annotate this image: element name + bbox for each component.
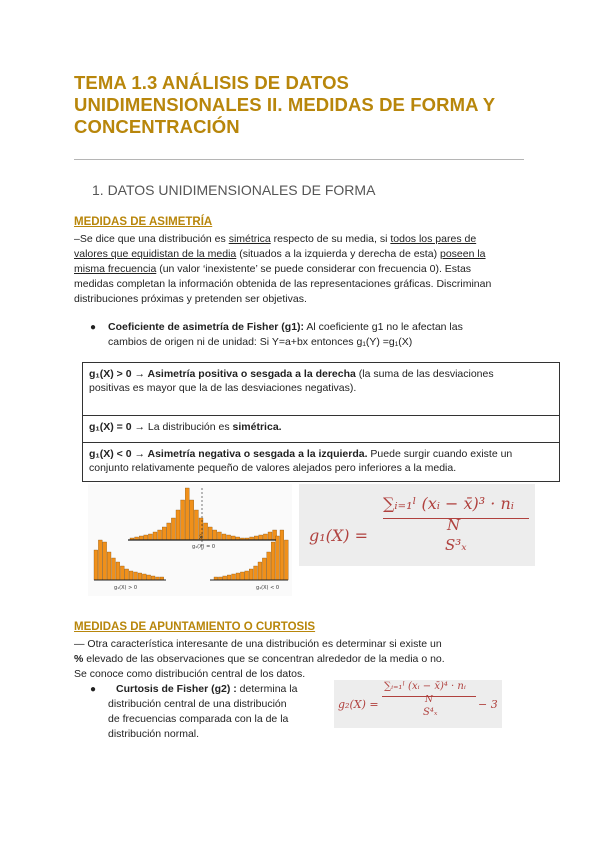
fisher-g2-bullet	[90, 682, 330, 742]
fisher-g2-line-4: distribución normal.	[108, 728, 200, 740]
histogram-bar-positive	[129, 571, 133, 580]
section-heading: 1. DATOS UNIDIMENSIONALES DE FORMA	[92, 182, 376, 198]
formula2-den-n: N	[425, 695, 433, 705]
histogram-bar-symmetric	[153, 532, 157, 540]
histogram-bar-negative	[240, 572, 244, 580]
page-title	[74, 72, 544, 138]
row-bold: g₁(X) > 0 → Asimetría positiva o sesgada a la derecha	[89, 368, 356, 380]
formula2-den-s: S⁴ₓ	[423, 707, 438, 718]
text-span: Puede surgir cuando existe un	[367, 448, 513, 460]
fisher-g1-line-2: cambios de origen ni de unidad: Si Y=a+bx entonces g₁(Y) =g₁(X)	[108, 336, 413, 348]
text-span: determina la	[236, 683, 298, 695]
title-line-1: TEMA 1.3 ANÁLISIS DE DATOS	[74, 72, 349, 93]
text-span-underlined: poseen la	[439, 248, 486, 260]
formula2-lhs: g₂(X) =	[338, 698, 379, 711]
histogram-bar-symmetric	[222, 534, 226, 540]
formula2-tail: − 3	[478, 698, 498, 711]
histogram-bar-positive	[94, 550, 98, 580]
histogram-bar-negative	[245, 571, 249, 580]
curtosis-heading: MEDIDAS DE APUNTAMIENTO O CURTOSIS	[74, 621, 316, 633]
histogram-bar-symmetric	[171, 518, 175, 540]
histogram-bar-symmetric	[158, 530, 162, 540]
text-span: elevado de las observaciones que se concentran alrededor de la media o no.	[83, 653, 445, 665]
histogram-bar-symmetric	[185, 488, 189, 540]
histogram-bar-symmetric	[148, 534, 152, 540]
text-span: (la suma de las desviaciones	[355, 368, 494, 380]
percent-bold: %	[74, 653, 84, 665]
xbar-label: x̄	[199, 534, 203, 541]
fisher-g2-line-2: distribución central de una distribución	[108, 698, 287, 710]
histogram-bar-symmetric	[194, 510, 198, 540]
title-line-3: CONCENTRACIÓN	[74, 116, 240, 137]
asimetria-line-4: medidas completan la información obtenida de las representaciones gráficas. Discriminan	[74, 278, 492, 290]
row-line	[89, 420, 553, 434]
histogram-bar-symmetric	[263, 534, 267, 540]
curtosis-paragraph	[74, 637, 524, 682]
histogram-bar-positive	[147, 575, 151, 580]
row-line: positivas es mayor que la de las desviaciones negativas).	[89, 382, 357, 394]
fisher-g1-bullet	[90, 320, 530, 350]
asimetria-line-2	[74, 247, 524, 262]
text-span: (situados a la izquierda y derecha de esta)	[236, 248, 440, 260]
histogram-bar-positive	[112, 558, 116, 580]
histogram-bar-symmetric	[227, 535, 231, 540]
histogram-bar-symmetric	[144, 535, 148, 540]
histogram-bar-positive	[151, 576, 155, 580]
center-label: g₁(X) = 0	[192, 544, 216, 550]
asimetria-heading: MEDIDAS DE ASIMETRÍA	[74, 216, 213, 228]
fisher-g1-line-1	[90, 320, 530, 335]
formula2-numerator: ∑ᵢ₌₁ˡ (xᵢ − x̄)⁴ · nᵢ	[384, 681, 466, 692]
table-row-negative	[83, 443, 559, 481]
histogram-bar-symmetric	[190, 500, 194, 540]
fisher-g1-formula	[299, 484, 535, 566]
histogram-bar-symmetric	[268, 532, 272, 540]
title-divider	[74, 159, 524, 160]
right-label: g₁(X) < 0	[256, 585, 280, 591]
bullet-dot-icon: ●	[90, 684, 97, 695]
histogram-bar-negative	[284, 540, 288, 580]
row-bold: simétrica.	[232, 421, 282, 433]
histogram-bar-negative	[232, 574, 236, 580]
histogram-bar-negative	[254, 566, 258, 580]
fisher-g2-line-3: de frecuencias comparada con la de la	[108, 713, 289, 725]
histogram-bar-symmetric	[208, 527, 212, 540]
histogram-bar-negative	[262, 558, 266, 580]
asimetria-line-3	[74, 262, 524, 277]
histogram-bar-symmetric	[213, 530, 217, 540]
histogram-bar-symmetric	[217, 532, 221, 540]
curtosis-line-3: Se conoce como distribución central de los datos.	[74, 668, 306, 680]
histogram-bar-positive	[103, 542, 107, 580]
title-line-2: UNIDIMENSIONALES II. MEDIDAS DE FORMA Y	[74, 94, 496, 115]
histogram-bar-symmetric	[162, 527, 166, 540]
formula-lhs: g₁(X) =	[309, 526, 369, 545]
histogram-bar-negative	[271, 542, 275, 580]
text-span: Al coeficiente g1 no le afectan las	[304, 321, 463, 333]
row-line	[89, 367, 553, 381]
text-span-underlined: misma frecuencia	[74, 263, 157, 275]
histogram-bar-positive	[98, 540, 102, 580]
histogram-bar-negative	[280, 530, 284, 580]
histogram-bar-positive	[125, 569, 129, 580]
curtosis-line-2	[74, 652, 524, 667]
histogram-bar-positive	[120, 566, 124, 580]
histogram-bar-negative	[223, 576, 227, 580]
fisher-g2-formula	[334, 680, 502, 728]
left-label: g₁(X) > 0	[114, 585, 138, 591]
text-span: –Se dice que una distribución es	[74, 233, 229, 245]
text-span: La distribución es	[144, 421, 233, 433]
text-span-underlined: todos los pares de	[390, 233, 477, 245]
skewness-histograms-figure	[88, 484, 292, 596]
text-span-underlined: simétrica	[228, 233, 271, 245]
fisher-g2-label: Curtosis de Fisher (g2) :	[116, 683, 237, 695]
table-row-positive	[83, 363, 559, 416]
text-span-underlined: valores que equidistan de la media	[74, 248, 237, 260]
row-line	[89, 447, 553, 461]
row-line: conjunto relativamente pequeño de valores alejados pero inferiores a la media.	[89, 462, 457, 474]
table-row-zero	[83, 416, 559, 443]
bullet-dot-icon: ●	[90, 322, 97, 333]
text-span: respecto de su media, si	[270, 233, 391, 245]
histogram-bar-positive	[107, 552, 111, 580]
formula-numerator: ∑ᵢ₌₁ˡ (xᵢ − x̄)³ · nᵢ	[383, 494, 514, 513]
histogram-bar-positive	[138, 573, 142, 580]
histogram-bar-negative	[267, 552, 271, 580]
row-bold: g₁(X) = 0 →	[89, 421, 145, 433]
fisher-g2-line-1	[90, 682, 330, 697]
histogram-bar-negative	[236, 573, 240, 580]
asimetria-paragraph	[74, 232, 524, 307]
histogram-bar-symmetric	[176, 510, 180, 540]
asimetria-line-5: distribuciones próximas y pretenden ser objetivas.	[74, 293, 307, 305]
histogram-bar-negative	[258, 562, 262, 580]
row-bold: g₁(X) < 0 → Asimetría negativa o sesgada a la izquierda.	[89, 448, 368, 460]
histogram-bar-symmetric	[167, 523, 171, 540]
histogram-bar-positive	[134, 572, 138, 580]
asimetria-line-1	[74, 232, 524, 247]
histogram-bar-positive	[142, 574, 146, 580]
text-span: (un valor ‘inexistente’ se puede considerar con frecuencia 0). Estas	[156, 263, 472, 275]
histogram-bar-negative	[227, 575, 231, 580]
histogram-bar-symmetric	[204, 523, 208, 540]
histogram-bar-positive	[116, 562, 120, 580]
fisher-g1-label: Coeficiente de asimetría de Fisher (g1):	[108, 321, 305, 333]
histogram-bar-negative	[249, 569, 253, 580]
histogram-bar-negative	[276, 536, 280, 580]
formula-den-s: S³ₓ	[445, 536, 467, 554]
histogram-bar-symmetric	[181, 500, 185, 540]
curtosis-line-1: — Otra característica interesante de una distribución es determinar si existe un	[74, 638, 442, 650]
asymmetry-table	[82, 362, 560, 482]
formula-den-n: N	[447, 516, 461, 534]
histogram-bar-symmetric	[259, 535, 263, 540]
